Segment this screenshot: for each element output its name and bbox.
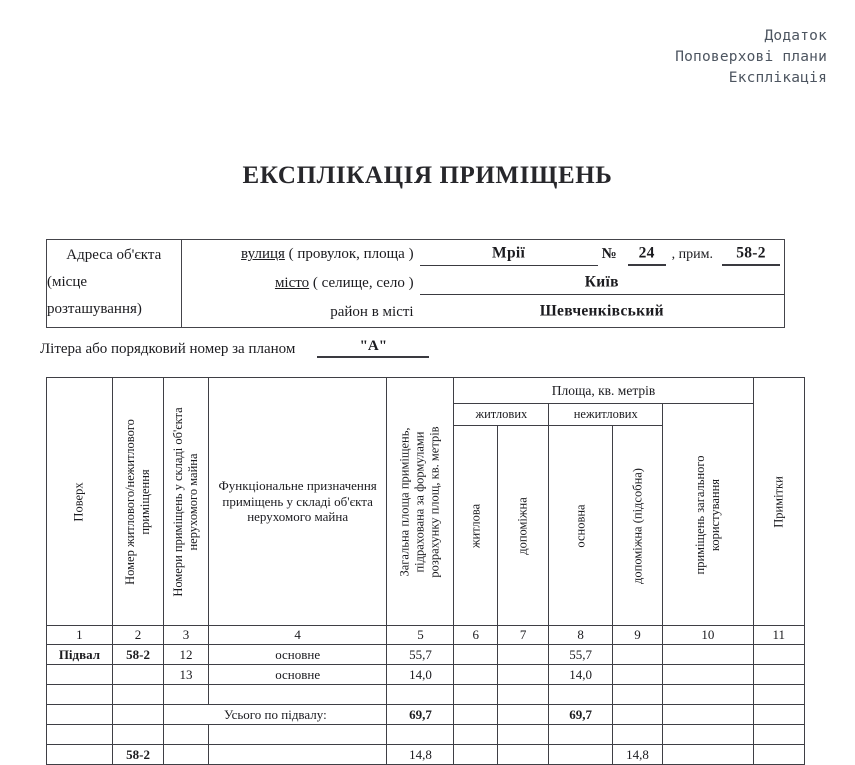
cell-residential-main: [454, 645, 498, 665]
spacer-cell-residential-main: [454, 725, 498, 745]
district-value: Шевченківський: [539, 302, 664, 320]
subtotal-residential-aux: [497, 705, 548, 725]
table-row[interactable]: [47, 685, 805, 705]
litera-label: Літера або порядковий номер за планом: [40, 341, 296, 357]
apartment-label: , прим.: [671, 246, 713, 262]
cell-notes: [753, 665, 804, 685]
litera-value[interactable]: "А": [317, 338, 429, 358]
table-row[interactable]: [47, 645, 805, 665]
header-total-area: [387, 378, 454, 626]
header-line-dodatok: Додаток: [764, 28, 827, 44]
header-residential-aux-text: допоміжна: [515, 496, 530, 555]
apartment-number-field[interactable]: [718, 240, 784, 269]
explication-table: [46, 377, 805, 765]
address-row-street: [182, 240, 784, 269]
column-number-3: 3: [164, 626, 209, 645]
header-line-explication: Експлікація: [728, 70, 827, 86]
header-notes: [753, 378, 804, 626]
cell-notes: [753, 685, 804, 705]
table-row-cutoff[interactable]: [47, 745, 805, 765]
building-number-value: 24: [638, 244, 655, 262]
city-label: [182, 275, 420, 292]
number-sign: №: [601, 246, 617, 262]
cell-unit: 58-2: [112, 645, 163, 665]
header-area-group: Площа, кв. метрів: [454, 378, 753, 404]
subtotal-label: Усього по підвалу:: [164, 705, 387, 725]
cutoff-cell-floor: [47, 745, 113, 765]
street-label-rest: ( провулок, площа ): [284, 246, 414, 262]
street-label-underlined: вулиця: [241, 246, 285, 262]
subtotal-blank-unit: [112, 705, 163, 725]
cell-nonresidential-main: 14,0: [549, 665, 613, 685]
cutoff-cell-function: [208, 745, 387, 765]
spacer-cell-rooms: [164, 725, 209, 745]
address-label-line1: Адреса об'єкта: [66, 247, 162, 263]
cell-nonresidential-aux: [612, 685, 662, 705]
cutoff-cell-nonresidential-aux: 14,8: [612, 745, 662, 765]
header-nonresidential-aux: [612, 426, 662, 626]
column-number-row: [47, 626, 805, 645]
street-value-field[interactable]: [420, 240, 598, 269]
cell-function: основне: [208, 645, 387, 665]
cell-total-area: 14,0: [387, 665, 454, 685]
column-number-4: 4: [208, 626, 387, 645]
subtotal-total-area: 69,7: [387, 705, 454, 725]
header-common-use: [663, 404, 753, 626]
spacer-cell-unit: [112, 725, 163, 745]
building-number-rule: [628, 264, 666, 266]
header-unit-number: [112, 378, 163, 626]
page-title: ЕКСПЛІКАЦІЯ ПРИМІЩЕНЬ: [242, 162, 613, 189]
header-total-area-text: Загальна площа приміщень, підрахована за формулами розрахунку площ, кв. метрів: [397, 425, 442, 578]
subtotal-common-use: [663, 705, 753, 725]
district-label: район в місті: [330, 304, 414, 320]
cell-residential-aux: [497, 665, 548, 685]
cell-nonresidential-main: 55,7: [549, 645, 613, 665]
subtotal-blank-floor: [47, 705, 113, 725]
spacer-row: [47, 725, 805, 745]
header-nonresidential-main-text: основна: [573, 503, 588, 548]
street-value: Мрії: [492, 244, 526, 262]
header-nonresidential-group: нежитлових: [549, 404, 663, 426]
cell-nonresidential-aux: [612, 665, 662, 685]
table-header-row-group: [47, 378, 805, 404]
cell-total-area: 55,7: [387, 645, 454, 665]
spacer-cell-common-use: [663, 725, 753, 745]
column-number-10: 10: [663, 626, 753, 645]
header-residential-main-text: житлова: [468, 503, 483, 548]
city-value: Київ: [584, 273, 619, 291]
cell-common-use: [663, 645, 753, 665]
address-box-label: [47, 240, 182, 327]
header-line-floor-plans: Поповерхові плани: [675, 49, 827, 65]
address-box: [46, 239, 785, 328]
city-rule: [420, 294, 784, 295]
litera-line: [40, 338, 429, 358]
apartment-number-value: 58-2: [736, 244, 766, 262]
cutoff-cell-common-use: [663, 745, 753, 765]
cell-nonresidential-main: [549, 685, 613, 705]
spacer-cell-notes: [753, 725, 804, 745]
header-room-numbers: [164, 378, 209, 626]
cell-nonresidential-aux: [612, 645, 662, 665]
header-residential-group: житлових: [454, 404, 549, 426]
cutoff-cell-total-area: 14,8: [387, 745, 454, 765]
cell-floor: [47, 685, 113, 705]
city-label-rest: ( селище, село ): [309, 275, 414, 291]
header-nonresidential-main: [549, 426, 613, 626]
column-number-2: 2: [112, 626, 163, 645]
subtotal-row: [47, 705, 805, 725]
city-value-field[interactable]: [420, 269, 784, 298]
subtotal-nonresidential-main: 69,7: [549, 705, 613, 725]
column-number-6: 6: [454, 626, 498, 645]
cutoff-cell-notes: [753, 745, 804, 765]
street-rule: [420, 265, 598, 266]
cell-residential-main: [454, 665, 498, 685]
cell-rooms: 12: [164, 645, 209, 665]
cutoff-cell-residential-aux: [497, 745, 548, 765]
address-row-district: [182, 298, 784, 327]
building-number-field[interactable]: [624, 240, 670, 269]
district-value-field[interactable]: [420, 298, 784, 327]
address-label-line2: (місце розташування): [47, 274, 142, 317]
subtotal-nonresidential-aux: [612, 705, 662, 725]
header-unit-number-text: Номер житлового/нежитлового приміщення: [123, 418, 153, 585]
cutoff-cell-rooms: [164, 745, 209, 765]
spacer-cell-nonresidential-main: [549, 725, 613, 745]
column-number-8: 8: [549, 626, 613, 645]
cell-total-area: [387, 685, 454, 705]
document-header: [675, 26, 827, 89]
city-label-underlined: місто: [274, 275, 310, 291]
spacer-cell-total-area: [387, 725, 454, 745]
cell-residential-aux: [497, 645, 548, 665]
cell-unit: [112, 665, 163, 685]
header-function: Функціональне призначення приміщень у складі об'єкта нерухомого майна: [208, 378, 387, 626]
cell-residential-main: [454, 685, 498, 705]
apartment-number-rule: [722, 264, 780, 266]
column-number-11: 11: [753, 626, 804, 645]
header-notes-text: Примітки: [771, 475, 786, 528]
column-number-1: 1: [47, 626, 113, 645]
spacer-cell-function: [208, 725, 387, 745]
address-row-city: [182, 269, 784, 298]
cell-common-use: [663, 665, 753, 685]
header-residential-aux: [497, 426, 548, 626]
cell-function: основне: [208, 665, 387, 685]
header-floor-text: Поверх: [71, 481, 86, 522]
subtotal-residential-main: [454, 705, 498, 725]
cell-floor: [47, 665, 113, 685]
cutoff-cell-nonresidential-main: [549, 745, 613, 765]
column-number-7: 7: [497, 626, 548, 645]
column-number-5: 5: [387, 626, 454, 645]
cell-residential-aux: [497, 685, 548, 705]
cell-rooms: 13: [164, 665, 209, 685]
cell-common-use: [663, 685, 753, 705]
cell-rooms: [164, 685, 209, 705]
cell-unit: [112, 685, 163, 705]
subtotal-notes: [753, 705, 804, 725]
cell-function: [208, 685, 387, 705]
cutoff-cell-unit: 58-2: [112, 745, 163, 765]
spacer-cell-floor: [47, 725, 113, 745]
header-residential-main: [454, 426, 498, 626]
header-common-use-text: приміщень загального користування: [692, 455, 722, 574]
spacer-cell-residential-aux: [497, 725, 548, 745]
header-floor: [47, 378, 113, 626]
cell-notes: [753, 645, 804, 665]
cutoff-cell-residential-main: [454, 745, 498, 765]
header-nonresidential-aux-text: допоміжна (підсобна): [630, 467, 645, 584]
street-field-group: [420, 240, 784, 269]
header-room-numbers-text: Номери приміщень у складі об'єкта нерухомого майна: [171, 406, 201, 597]
spacer-cell-nonresidential-aux: [612, 725, 662, 745]
street-label: [182, 246, 420, 263]
cell-floor: Підвал: [47, 645, 113, 665]
table-row[interactable]: [47, 665, 805, 685]
column-number-9: 9: [612, 626, 662, 645]
address-fields: [182, 240, 784, 327]
